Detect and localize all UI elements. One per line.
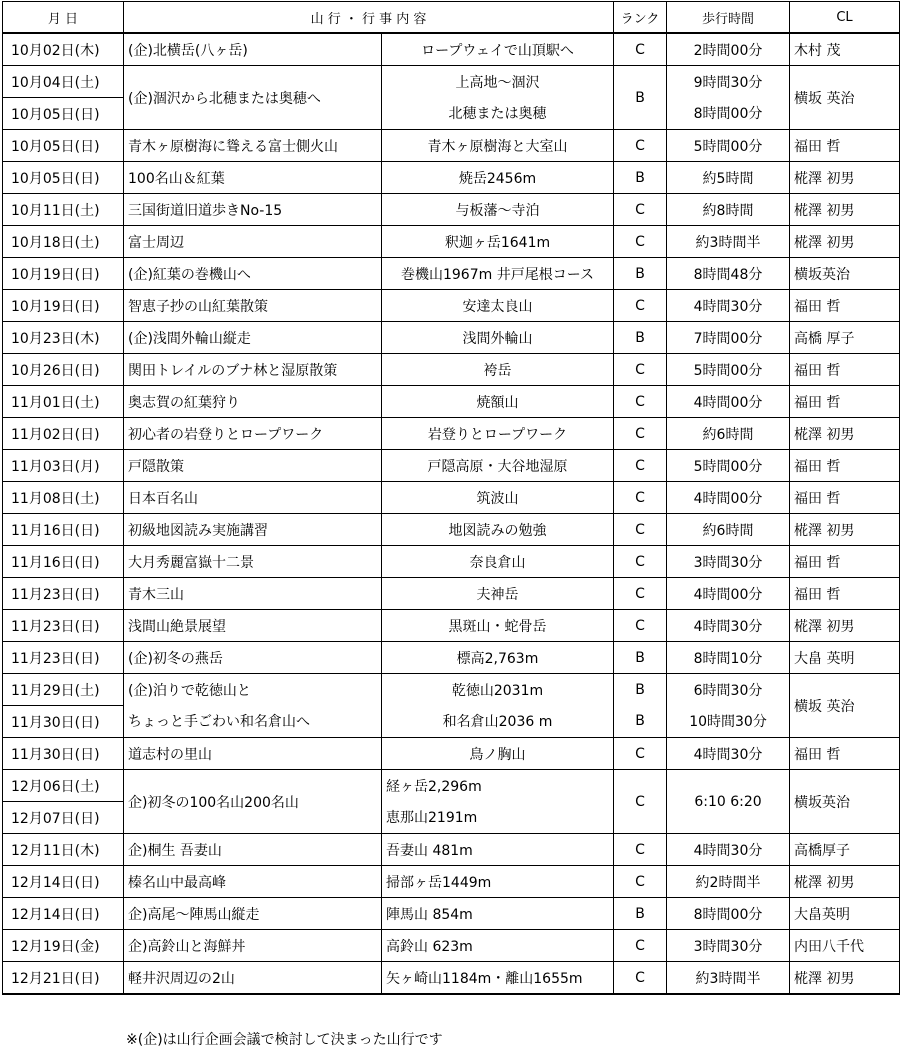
cell-cl: 高橋 厚子 xyxy=(790,322,900,354)
cell-rank: B xyxy=(614,322,667,354)
cell-name: (企)涸沢から北穂または奥穂へ xyxy=(124,66,382,130)
cell-name: 富士周辺 xyxy=(124,226,382,258)
table-row xyxy=(3,130,900,162)
cell-date: 11月03日(月) xyxy=(3,450,124,482)
cell-time: 5時間00分 xyxy=(667,450,790,482)
cell-cl: 福田 哲 xyxy=(790,578,900,610)
cell-date: 12月07日(日) xyxy=(3,802,124,834)
cell-rank: B xyxy=(614,642,667,674)
cell-rank: B xyxy=(614,674,667,706)
table-row xyxy=(3,386,900,418)
header-time: 歩行時間 xyxy=(667,2,790,34)
cell-detail: 釈迦ヶ岳1641m xyxy=(382,226,614,258)
cell-rank: B xyxy=(614,162,667,194)
cell-date: 10月04日(土) xyxy=(3,66,124,98)
cell-time: 8時間10分 xyxy=(667,642,790,674)
cell-name: (企)初冬の燕岳 xyxy=(124,642,382,674)
cell-time: 3時間30分 xyxy=(667,930,790,962)
cell-date: 10月19日(日) xyxy=(3,258,124,290)
cell-rank: C xyxy=(614,450,667,482)
cell-rank: C xyxy=(614,962,667,995)
cell-detail: 北穂または奥穂 xyxy=(382,98,614,130)
cell-rank: C xyxy=(614,578,667,610)
cell-cl: 高橋厚子 xyxy=(790,834,900,866)
table-row xyxy=(3,546,900,578)
header-event: 山 行 ・ 行 事 内 容 xyxy=(124,2,614,34)
table-row xyxy=(3,66,900,98)
cell-time: 8時間48分 xyxy=(667,258,790,290)
cell-date: 11月02日(日) xyxy=(3,418,124,450)
cell-date: 12月06日(土) xyxy=(3,770,124,802)
table-row xyxy=(3,866,900,898)
cell-date: 11月30日(日) xyxy=(3,738,124,770)
cell-detail: 経ヶ岳2,296m xyxy=(382,770,614,802)
cell-detail: 標高2,763m xyxy=(382,642,614,674)
table-row xyxy=(3,450,900,482)
cell-name: 榛名山中最高峰 xyxy=(124,866,382,898)
cell-cl: 椛澤 初男 xyxy=(790,514,900,546)
cell-cl: 福田 哲 xyxy=(790,546,900,578)
cell-name: 企)桐生 吾妻山 xyxy=(124,834,382,866)
cell-time: 4時間30分 xyxy=(667,610,790,642)
cell-cl: 内田八千代 xyxy=(790,930,900,962)
table-row xyxy=(3,770,900,802)
header-row xyxy=(3,2,900,34)
cell-name: 大月秀麗富嶽十二景 xyxy=(124,546,382,578)
footnote: ※(企)は山行企画会議で検討して決まった山行です xyxy=(126,1032,443,1048)
cell-date: 10月23日(木) xyxy=(3,322,124,354)
table-row xyxy=(3,418,900,450)
cell-rank: B xyxy=(614,898,667,930)
cell-name: 初級地図読み実施講習 xyxy=(124,514,382,546)
cell-rank: C xyxy=(614,834,667,866)
table-row xyxy=(3,962,900,995)
cell-date: 10月05日(日) xyxy=(3,98,124,130)
cell-name: 企)高尾～陣馬山縦走 xyxy=(124,898,382,930)
cell-detail: 筑波山 xyxy=(382,482,614,514)
cell-rank: C xyxy=(614,610,667,642)
cell-name: (企)浅間外輪山縦走 xyxy=(124,322,382,354)
cell-date: 10月18日(土) xyxy=(3,226,124,258)
cell-name: 関田トレイルのブナ林と湿原散策 xyxy=(124,354,382,386)
cell-detail: 浅間外輪山 xyxy=(382,322,614,354)
cell-rank: C xyxy=(614,194,667,226)
cell-date: 10月02日(木) xyxy=(3,33,124,66)
table-row xyxy=(3,482,900,514)
cell-time: 8時間00分 xyxy=(667,98,790,130)
cell-time: 6:10 6:20 xyxy=(667,770,790,834)
cell-date: 11月16日(日) xyxy=(3,546,124,578)
cell-name: (企)泊りで乾徳山と xyxy=(124,674,382,706)
cell-rank: C xyxy=(614,33,667,66)
cell-detail: 巻機山1967m 井戸尾根コース xyxy=(382,258,614,290)
cell-rank: C xyxy=(614,386,667,418)
cell-detail: 黒斑山・蛇骨岳 xyxy=(382,610,614,642)
cell-rank: C xyxy=(614,546,667,578)
cell-detail: 矢ヶ崎山1184m・離山1655m xyxy=(382,962,614,995)
table-row xyxy=(3,930,900,962)
cell-time: 3時間30分 xyxy=(667,546,790,578)
cell-name: 軽井沢周辺の2山 xyxy=(124,962,382,995)
cell-cl: 椛澤 初男 xyxy=(790,962,900,995)
cell-cl: 椛澤 初男 xyxy=(790,226,900,258)
table-row xyxy=(3,898,900,930)
cell-name: 智恵子抄の山紅葉散策 xyxy=(124,290,382,322)
cell-detail: 青木ヶ原樹海と大室山 xyxy=(382,130,614,162)
cell-cl: 横坂英治 xyxy=(790,258,900,290)
cell-time: 6時間30分 xyxy=(667,674,790,706)
cell-name: ちょっと手ごわい和名倉山へ xyxy=(124,706,382,738)
cell-cl: 福田 哲 xyxy=(790,386,900,418)
cell-time: 8時間00分 xyxy=(667,898,790,930)
cell-name: 企)高鈴山と海鮮丼 xyxy=(124,930,382,962)
table-row xyxy=(3,258,900,290)
cell-date: 10月19日(日) xyxy=(3,290,124,322)
cell-time: 9時間30分 xyxy=(667,66,790,98)
cell-cl: 大畠英明 xyxy=(790,898,900,930)
cell-name: 日本百名山 xyxy=(124,482,382,514)
cell-name: 戸隠散策 xyxy=(124,450,382,482)
cell-detail: 高鈴山 623m xyxy=(382,930,614,962)
cell-cl: 椛澤 初男 xyxy=(790,866,900,898)
cell-cl: 大畠 英明 xyxy=(790,642,900,674)
cell-name: (企)紅葉の巻機山へ xyxy=(124,258,382,290)
cell-time: 7時間00分 xyxy=(667,322,790,354)
cell-detail: 焼額山 xyxy=(382,386,614,418)
cell-cl: 福田 哲 xyxy=(790,354,900,386)
cell-detail: 岩登りとロープワーク xyxy=(382,418,614,450)
cell-detail: ロープウェイで山頂駅へ xyxy=(382,33,614,66)
cell-date: 11月30日(日) xyxy=(3,706,124,738)
cell-date: 11月23日(日) xyxy=(3,578,124,610)
cell-time: 約2時間半 xyxy=(667,866,790,898)
cell-cl: 福田 哲 xyxy=(790,450,900,482)
cell-date: 11月16日(日) xyxy=(3,514,124,546)
cell-name: 100名山＆紅葉 xyxy=(124,162,382,194)
cell-name: 青木ヶ原樹海に聳える富士側火山 xyxy=(124,130,382,162)
table-row xyxy=(3,354,900,386)
cell-cl: 横坂 英治 xyxy=(790,674,900,738)
cell-name: 青木三山 xyxy=(124,578,382,610)
cell-time: 4時間30分 xyxy=(667,738,790,770)
cell-time: 2時間00分 xyxy=(667,33,790,66)
cell-date: 11月23日(日) xyxy=(3,610,124,642)
cell-date: 10月05日(日) xyxy=(3,162,124,194)
cell-date: 12月14日(日) xyxy=(3,866,124,898)
cell-detail: 夫神岳 xyxy=(382,578,614,610)
table-row xyxy=(3,322,900,354)
cell-date: 11月01日(土) xyxy=(3,386,124,418)
table-row xyxy=(3,162,900,194)
cell-detail: 陣馬山 854m xyxy=(382,898,614,930)
cell-detail: 吾妻山 481m xyxy=(382,834,614,866)
cell-time: 4時間00分 xyxy=(667,482,790,514)
cell-date: 10月26日(日) xyxy=(3,354,124,386)
table-row xyxy=(3,738,900,770)
cell-date: 12月21日(日) xyxy=(3,962,124,995)
cell-detail: 乾徳山2031m xyxy=(382,674,614,706)
cell-date: 12月11日(木) xyxy=(3,834,124,866)
cell-detail: 安達太良山 xyxy=(382,290,614,322)
cell-name: 奥志賀の紅葉狩り xyxy=(124,386,382,418)
cell-rank: C xyxy=(614,866,667,898)
cell-rank: C xyxy=(614,514,667,546)
table-row xyxy=(3,610,900,642)
cell-time: 4時間00分 xyxy=(667,578,790,610)
cell-cl: 椛澤 初男 xyxy=(790,610,900,642)
table-row xyxy=(3,290,900,322)
cell-detail: 与板藩～寺泊 xyxy=(382,194,614,226)
cell-time: 4時間30分 xyxy=(667,834,790,866)
cell-detail: 袴岳 xyxy=(382,354,614,386)
cell-time: 約8時間 xyxy=(667,194,790,226)
table-row xyxy=(3,706,900,738)
cell-rank: C xyxy=(614,770,667,834)
cell-detail: 和名倉山2036 m xyxy=(382,706,614,738)
cell-rank: B xyxy=(614,258,667,290)
table-row xyxy=(3,194,900,226)
cell-rank: C xyxy=(614,930,667,962)
cell-rank: B xyxy=(614,706,667,738)
cell-time: 5時間00分 xyxy=(667,130,790,162)
table-row xyxy=(3,578,900,610)
header-date: 月 日 xyxy=(3,2,124,34)
cell-detail: 恵那山2191m xyxy=(382,802,614,834)
cell-date: 10月05日(日) xyxy=(3,130,124,162)
cell-date: 11月08日(土) xyxy=(3,482,124,514)
table-row xyxy=(3,674,900,706)
cell-time: 4時間00分 xyxy=(667,386,790,418)
cell-time: 5時間00分 xyxy=(667,354,790,386)
cell-rank: C xyxy=(614,290,667,322)
cell-time: 約3時間半 xyxy=(667,226,790,258)
cell-cl: 横坂英治 xyxy=(790,770,900,834)
cell-name: 初心者の岩登りとロープワーク xyxy=(124,418,382,450)
cell-name: 三国街道旧道歩きNo-15 xyxy=(124,194,382,226)
cell-detail: 奈良倉山 xyxy=(382,546,614,578)
header-cl: CL xyxy=(790,2,900,34)
table-row xyxy=(3,834,900,866)
cell-date: 11月29日(土) xyxy=(3,674,124,706)
cell-time: 10時間30分 xyxy=(667,706,790,738)
table-row xyxy=(3,33,900,66)
cell-cl: 福田 哲 xyxy=(790,482,900,514)
schedule-table xyxy=(2,1,900,995)
cell-rank: C xyxy=(614,354,667,386)
cell-rank: B xyxy=(614,66,667,130)
cell-cl: 横坂 英治 xyxy=(790,66,900,130)
cell-detail: 戸隠高原・大谷地湿原 xyxy=(382,450,614,482)
cell-time: 約3時間半 xyxy=(667,962,790,995)
cell-detail: 上高地～涸沢 xyxy=(382,66,614,98)
cell-detail: 鳥ノ胸山 xyxy=(382,738,614,770)
cell-name: 浅間山絶景展望 xyxy=(124,610,382,642)
header-rank: ランク xyxy=(614,2,667,34)
cell-time: 約5時間 xyxy=(667,162,790,194)
cell-date: 10月11日(土) xyxy=(3,194,124,226)
cell-date: 12月19日(金) xyxy=(3,930,124,962)
table-row xyxy=(3,514,900,546)
cell-detail: 焼岳2456m xyxy=(382,162,614,194)
cell-cl: 福田 哲 xyxy=(790,290,900,322)
cell-date: 12月14日(日) xyxy=(3,898,124,930)
cell-name: (企)北横岳(八ヶ岳) xyxy=(124,33,382,66)
cell-cl: 福田 哲 xyxy=(790,130,900,162)
cell-date: 11月23日(日) xyxy=(3,642,124,674)
cell-cl: 椛澤 初男 xyxy=(790,418,900,450)
cell-time: 約6時間 xyxy=(667,418,790,450)
cell-detail: 掃部ヶ岳1449m xyxy=(382,866,614,898)
cell-rank: C xyxy=(614,226,667,258)
cell-name: 道志村の里山 xyxy=(124,738,382,770)
cell-time: 約6時間 xyxy=(667,514,790,546)
table-row xyxy=(3,642,900,674)
cell-cl: 木村 茂 xyxy=(790,33,900,66)
cell-cl: 椛澤 初男 xyxy=(790,162,900,194)
cell-detail: 地図読みの勉強 xyxy=(382,514,614,546)
cell-cl: 福田 哲 xyxy=(790,738,900,770)
cell-rank: C xyxy=(614,418,667,450)
cell-rank: C xyxy=(614,738,667,770)
table-row xyxy=(3,226,900,258)
cell-name: 企)初冬の100名山200名山 xyxy=(124,770,382,834)
cell-rank: C xyxy=(614,130,667,162)
cell-time: 4時間30分 xyxy=(667,290,790,322)
cell-cl: 椛澤 初男 xyxy=(790,194,900,226)
cell-rank: C xyxy=(614,482,667,514)
